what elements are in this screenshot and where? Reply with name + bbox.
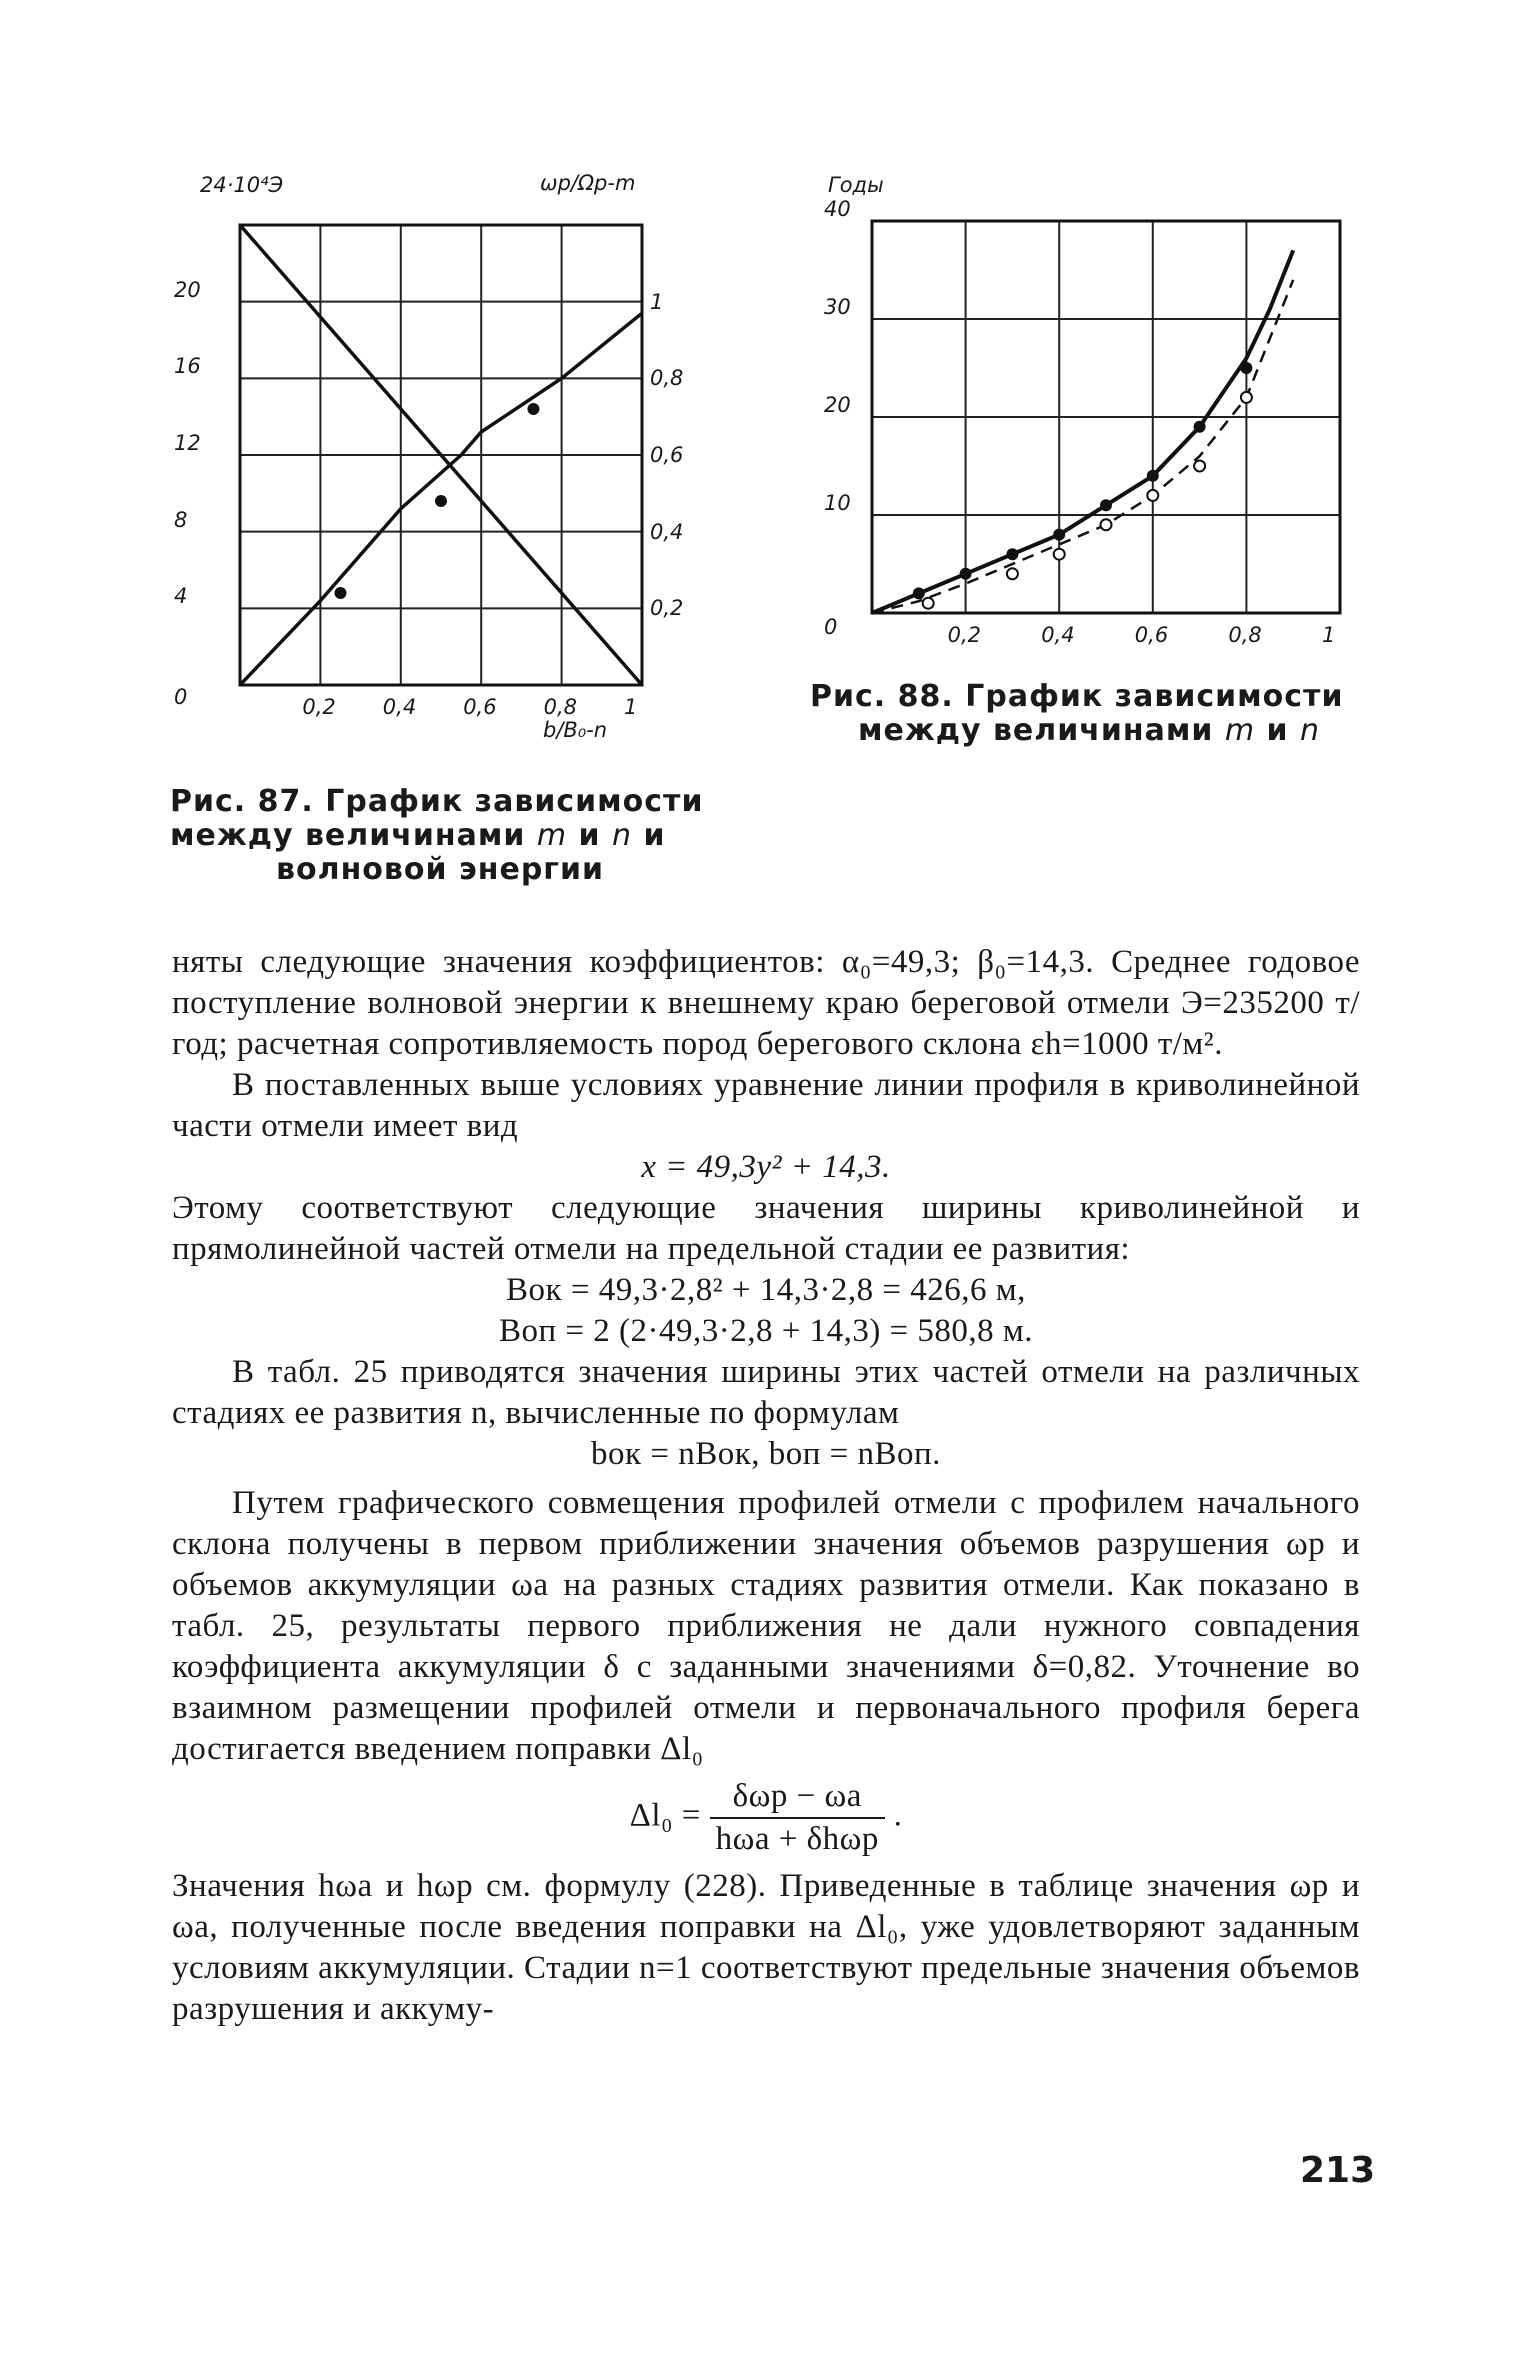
paragraph-3: Этому соответствуют следующие значения ширины криволинейной и прямолинейной частей отмели на предельной стадии ее развития: — [172, 1190, 1360, 1267]
fig87-x-tick: 0,6 — [463, 695, 497, 719]
fig88-solid-curve — [872, 250, 1293, 613]
fig87-right-tick: 0,8 — [650, 366, 684, 391]
fig87-left-tick: 12 — [174, 431, 201, 455]
fig87-right-tick: 0,6 — [650, 443, 684, 467]
fig88-filled-marker — [1053, 529, 1065, 541]
eq5-numerator: δωр − ωа — [710, 1776, 885, 1819]
fig87-x-tick: 0,8 — [543, 695, 577, 719]
fig87-marker — [527, 403, 539, 415]
fig88-filled-marker — [1147, 470, 1159, 482]
fig87-left-tick: 8 — [174, 507, 188, 532]
fig88-open-marker — [1241, 392, 1252, 403]
paragraph-1: няты следующие значения коэффициентов: α₀=49,3; β₀=14,3. Среднее годовое поступление волновой энергии к внешнему краю береговой отмели Э=235200 т/год; расчетная сопротивляемость пород берегового склона εh=1000 т/м². — [172, 944, 1360, 1062]
fig88-y-label: Годы — [828, 173, 884, 197]
fig87-right-tick: 0,2 — [650, 596, 684, 621]
fig88-y-tick: 40 — [824, 197, 851, 221]
fig87-right-tick: 1 — [650, 289, 664, 314]
eq5-denominator: hωа + δhωр — [715, 1821, 879, 1857]
equation-4: bок = nBок, bоп = nBоп. — [591, 1436, 941, 1472]
fig88-x-tick: 0,8 — [1228, 623, 1262, 647]
fig88-open-marker — [1101, 519, 1112, 530]
fig88-open-marker — [1194, 461, 1205, 472]
fig88-caption-text2: между величинами — [858, 713, 1214, 748]
fig88-caption-m: m — [1224, 713, 1256, 748]
fig88-filled-marker — [1194, 421, 1206, 433]
equation-3: Bоп = 2 (2·49,3·2,8 + 14,3) = 580,8 м. — [498, 1313, 1034, 1349]
figure-88 — [800, 165, 1370, 665]
equation-1: x = 49,3y² + 14,3. — [641, 1149, 891, 1185]
figure-87 — [150, 165, 710, 785]
fig87-caption-text2: между величинами — [170, 818, 526, 853]
fig87-x-tick: 0,2 — [302, 695, 336, 719]
fig88-dashed-curve — [872, 280, 1293, 613]
fig88-y-tick: 30 — [824, 295, 851, 319]
fig87-left-axis-label: 24·10⁴Э — [200, 173, 284, 197]
equation-2: Bок = 49,3·2,8² + 14,3·2,8 = 426,6 м, — [506, 1272, 1026, 1308]
fig88-caption-n: n — [1300, 713, 1321, 748]
fig87-caption — [170, 785, 730, 887]
equation-5 — [172, 1776, 1360, 1860]
fig88-filled-marker — [1240, 362, 1252, 374]
fig88-filled-marker — [960, 568, 972, 580]
fig88-open-marker — [1007, 568, 1018, 579]
fig87-caption-n: n — [612, 818, 633, 853]
fig88-open-marker — [1147, 490, 1158, 501]
paragraph-2: В поставленных выше условиях уравнение линии профиля в криволинейной части отмели имеет вид — [172, 1067, 1360, 1144]
fig87-left-tick: 16 — [174, 354, 201, 379]
fig87-left-tick: 20 — [174, 277, 201, 302]
fig87-caption-text1: График зависимости — [325, 784, 704, 819]
fig87-caption-m: m — [536, 818, 568, 853]
fig88-caption — [810, 680, 1370, 748]
fig87-caption-and: и — [578, 818, 601, 853]
fig88-caption-text1: График зависимости — [965, 679, 1344, 714]
fig87-marker — [335, 587, 347, 599]
fig88-caption-and: и — [1266, 713, 1289, 748]
fig88-filled-marker — [913, 587, 925, 599]
fig87-marker — [435, 495, 447, 507]
fig87-x-label: b/B₀-n — [543, 718, 608, 742]
fig87-right-tick: 0,4 — [650, 519, 684, 544]
fig87-x-tick: 0,4 — [382, 695, 417, 719]
fig87-x-tick: 1 — [624, 695, 638, 719]
fig87-caption-and2: и — [643, 818, 666, 853]
fig87-right-axis-label: ωр/Ωр-m — [540, 171, 636, 195]
fig88-x-tick: 1 — [1322, 623, 1336, 647]
paragraph-6: Значения hωа и hωр см. формулу (228). Приведенные в таблице значения ωр и ωа, полученные после введения поправки на Δl₀, уже удовлетворяют заданным условиям аккумуляции. Стадии n=1 соответствуют предельные значения объемов разрушения и аккуму- — [172, 1868, 1360, 2027]
fig87-caption-text3: волновой энергии — [276, 852, 605, 887]
fig88-x-tick: 0,6 — [1134, 623, 1169, 647]
fig87-caption-prefix: Рис. 87. — [170, 784, 314, 819]
fig88-y-tick: 10 — [824, 491, 851, 515]
fig87-left-tick: 4 — [174, 584, 188, 609]
eq5-fraction — [710, 1776, 885, 1860]
fig88-y-tick: 0 — [824, 615, 838, 639]
fig88-open-marker — [923, 598, 934, 609]
eq5-end: . — [893, 1797, 903, 1834]
body-text — [172, 942, 1360, 2030]
eq5-lhs: Δl₀ = — [629, 1797, 701, 1834]
fig87-plot — [150, 165, 710, 785]
paragraph-4: В табл. 25 приводятся значения ширины этих частей отмели на различных стадиях ее развития n, вычисленные по формулам — [172, 1354, 1360, 1431]
fig88-open-marker — [1054, 549, 1065, 560]
fig88-caption-prefix: Рис. 88. — [810, 679, 954, 714]
fig88-x-tick: 0,2 — [947, 623, 981, 647]
fig88-x-tick: 0,4 — [1041, 623, 1075, 647]
paragraph-5: Путем графического совмещения профилей отмели с профилем начального склона получены в первом приближении значения объемов разрушения ωр и объемов аккумуляции ωа на разных стадиях развития отмели. Как показано в табл. 25, результаты первого приближения не дали нужного совпадения коэффициента аккумуляции δ с заданными значениями δ=0,82. Уточнение во взаимном размещении профилей отмели и первоначального профиля берега достигается введением поправки Δl₀ — [172, 1485, 1360, 1767]
fig88-filled-marker — [1100, 499, 1112, 511]
fig88-filled-marker — [1006, 548, 1018, 560]
fig88-plot — [800, 165, 1370, 665]
fig88-y-tick: 20 — [824, 393, 851, 417]
fig87-left-tick: 0 — [174, 685, 188, 709]
page-number: 213 — [1300, 2150, 1376, 2191]
